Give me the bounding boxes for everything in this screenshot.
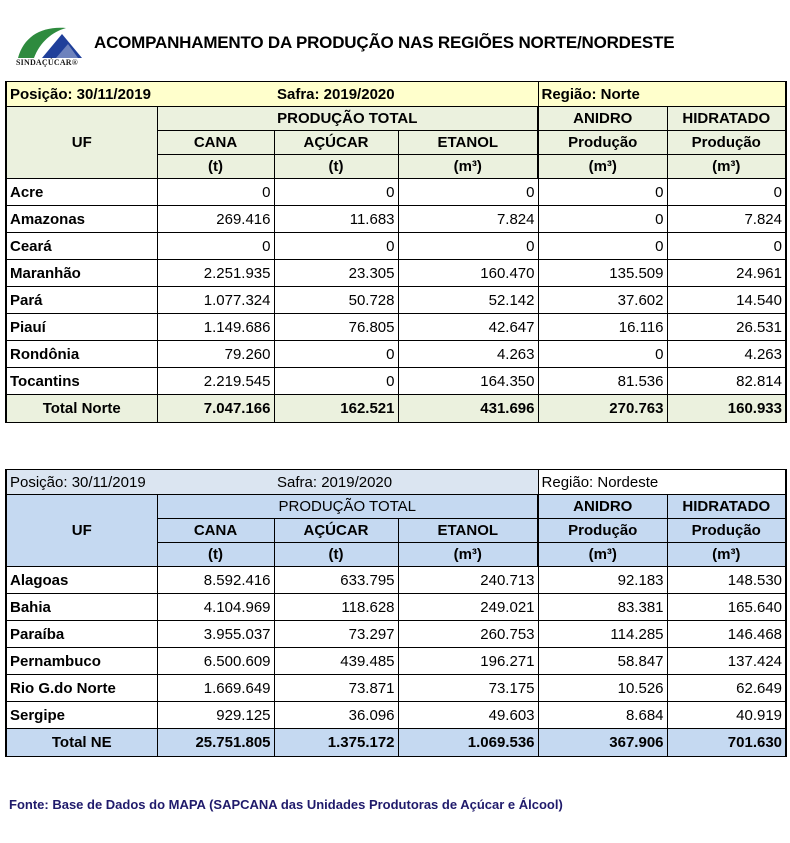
cell-acucar: 0 xyxy=(274,233,398,260)
etanol-unit: (m³) xyxy=(398,155,538,179)
cell-acucar: 0 xyxy=(274,341,398,368)
cell-cana: 4.104.969 xyxy=(157,594,274,621)
uf-header: UF xyxy=(6,107,157,179)
cell-anidro: 37.602 xyxy=(538,287,667,314)
table-row xyxy=(6,567,786,594)
anidro-header: ANIDRO xyxy=(538,107,667,131)
anidro-producao-header: Produção xyxy=(538,131,667,155)
cell-anidro: 10.526 xyxy=(538,675,667,702)
cell-etanol: 249.021 xyxy=(398,594,538,621)
cell-etanol: 0 xyxy=(398,179,538,206)
nordeste-table xyxy=(5,469,787,757)
table-row xyxy=(6,206,786,233)
cell-cana: 2.251.935 xyxy=(157,260,274,287)
hidratado-unit: (m³) xyxy=(667,155,786,179)
acucar-header: AÇÚCAR xyxy=(274,519,398,543)
region-label: Região: Norte xyxy=(538,82,786,107)
cell-acucar: 76.805 xyxy=(274,314,398,341)
etanol-header: ETANOL xyxy=(398,131,538,155)
cell-uf: Acre xyxy=(6,179,157,206)
cell-hidratado: 24.961 xyxy=(667,260,786,287)
cell-anidro: 16.116 xyxy=(538,314,667,341)
cell-uf: Pernambuco xyxy=(6,648,157,675)
cell-hidratado: 148.530 xyxy=(667,567,786,594)
cell-hidratado: 62.649 xyxy=(667,675,786,702)
uf-header: UF xyxy=(6,495,157,567)
cell-cana: 1.149.686 xyxy=(157,314,274,341)
table-row xyxy=(6,314,786,341)
cell-hidratado: 146.468 xyxy=(667,621,786,648)
total-etanol: 1.069.536 xyxy=(398,729,538,757)
anidro-unit: (m³) xyxy=(538,543,667,567)
total-hidratado: 160.933 xyxy=(667,395,786,423)
cell-cana: 6.500.609 xyxy=(157,648,274,675)
cell-anidro: 0 xyxy=(538,341,667,368)
total-row xyxy=(6,395,786,423)
cell-etanol: 164.350 xyxy=(398,368,538,395)
total-etanol: 431.696 xyxy=(398,395,538,423)
cell-uf: Paraíba xyxy=(6,621,157,648)
cell-anidro: 135.509 xyxy=(538,260,667,287)
page-title: ACOMPANHAMENTO DA PRODUÇÃO NAS REGIÕES NORTE/NORDESTE xyxy=(94,33,675,52)
cell-hidratado: 14.540 xyxy=(667,287,786,314)
cell-hidratado: 165.640 xyxy=(667,594,786,621)
cell-etanol: 260.753 xyxy=(398,621,538,648)
cell-cana: 0 xyxy=(157,233,274,260)
cell-cana: 79.260 xyxy=(157,341,274,368)
table-row xyxy=(6,341,786,368)
table-row xyxy=(6,368,786,395)
cell-hidratado: 137.424 xyxy=(667,648,786,675)
cell-hidratado: 0 xyxy=(667,179,786,206)
total-cana: 25.751.805 xyxy=(157,729,274,757)
cell-cana: 929.125 xyxy=(157,702,274,729)
cell-uf: Tocantins xyxy=(6,368,157,395)
cell-uf: Maranhão xyxy=(6,260,157,287)
cell-acucar: 73.297 xyxy=(274,621,398,648)
table-row xyxy=(6,260,786,287)
cell-hidratado: 7.824 xyxy=(667,206,786,233)
logo-text: SINDAÇÚCAR® xyxy=(16,58,78,67)
cell-anidro: 8.684 xyxy=(538,702,667,729)
norte-table xyxy=(5,81,787,423)
table-row xyxy=(6,179,786,206)
etanol-header: ETANOL xyxy=(398,519,538,543)
cana-header: CANA xyxy=(157,131,274,155)
table-row xyxy=(6,621,786,648)
table-row xyxy=(6,675,786,702)
cell-anidro: 0 xyxy=(538,206,667,233)
position-label: Posição: 30/11/2019 xyxy=(6,82,274,107)
cell-acucar: 118.628 xyxy=(274,594,398,621)
total-row xyxy=(6,729,786,757)
cell-acucar: 439.485 xyxy=(274,648,398,675)
cell-etanol: 7.824 xyxy=(398,206,538,233)
etanol-unit: (m³) xyxy=(398,543,538,567)
cell-etanol: 240.713 xyxy=(398,567,538,594)
anidro-producao-header: Produção xyxy=(538,519,667,543)
header-row xyxy=(6,495,786,519)
norte-position-row xyxy=(6,82,786,107)
cell-hidratado: 40.919 xyxy=(667,702,786,729)
cell-etanol: 42.647 xyxy=(398,314,538,341)
total-cana: 7.047.166 xyxy=(157,395,274,423)
cell-uf: Pará xyxy=(6,287,157,314)
cell-acucar: 36.096 xyxy=(274,702,398,729)
cell-uf: Rio G.do Norte xyxy=(6,675,157,702)
source-note: Fonte: Base de Dados do MAPA (SAPCANA das Unidades Produtoras de Açúcar e Álcool) xyxy=(9,797,563,812)
safra-label: Safra: 2019/2020 xyxy=(274,82,538,107)
producao-total-header: PRODUÇÃO TOTAL xyxy=(157,107,538,131)
cell-etanol: 0 xyxy=(398,233,538,260)
cell-acucar: 23.305 xyxy=(274,260,398,287)
cell-etanol: 49.603 xyxy=(398,702,538,729)
total-label: Total NE xyxy=(6,729,157,757)
cell-acucar: 73.871 xyxy=(274,675,398,702)
cell-anidro: 0 xyxy=(538,179,667,206)
region-label: Região: Nordeste xyxy=(538,470,786,495)
table-row xyxy=(6,594,786,621)
cell-cana: 269.416 xyxy=(157,206,274,233)
table-row xyxy=(6,648,786,675)
position-label: Posição: 30/11/2019 xyxy=(6,470,274,495)
cana-unit: (t) xyxy=(157,155,274,179)
cana-header: CANA xyxy=(157,519,274,543)
cell-uf: Bahia xyxy=(6,594,157,621)
total-anidro: 270.763 xyxy=(538,395,667,423)
cell-anidro: 58.847 xyxy=(538,648,667,675)
cell-hidratado: 4.263 xyxy=(667,341,786,368)
cell-uf: Rondônia xyxy=(6,341,157,368)
cell-uf: Piauí xyxy=(6,314,157,341)
cell-hidratado: 26.531 xyxy=(667,314,786,341)
cell-anidro: 83.381 xyxy=(538,594,667,621)
cell-cana: 1.669.649 xyxy=(157,675,274,702)
cell-hidratado: 0 xyxy=(667,233,786,260)
cell-uf: Sergipe xyxy=(6,702,157,729)
cell-cana: 0 xyxy=(157,179,274,206)
cell-etanol: 4.263 xyxy=(398,341,538,368)
cell-cana: 2.219.545 xyxy=(157,368,274,395)
cell-hidratado: 82.814 xyxy=(667,368,786,395)
cell-uf: Alagoas xyxy=(6,567,157,594)
total-hidratado: 701.630 xyxy=(667,729,786,757)
cell-uf: Ceará xyxy=(6,233,157,260)
cana-unit: (t) xyxy=(157,543,274,567)
cell-acucar: 0 xyxy=(274,179,398,206)
total-acucar: 162.521 xyxy=(274,395,398,423)
table-row xyxy=(6,287,786,314)
cell-acucar: 0 xyxy=(274,368,398,395)
table-row xyxy=(6,233,786,260)
cell-acucar: 633.795 xyxy=(274,567,398,594)
hidratado-header: HIDRATADO xyxy=(667,495,786,519)
table-row xyxy=(6,702,786,729)
total-acucar: 1.375.172 xyxy=(274,729,398,757)
cell-anidro: 114.285 xyxy=(538,621,667,648)
nordeste-position-row xyxy=(6,470,786,495)
total-label: Total Norte xyxy=(6,395,157,423)
cell-anidro: 92.183 xyxy=(538,567,667,594)
producao-total-header: PRODUÇÃO TOTAL xyxy=(157,495,538,519)
cell-etanol: 52.142 xyxy=(398,287,538,314)
safra-label: Safra: 2019/2020 xyxy=(274,470,538,495)
anidro-header: ANIDRO xyxy=(538,495,667,519)
cell-etanol: 160.470 xyxy=(398,260,538,287)
cell-etanol: 73.175 xyxy=(398,675,538,702)
acucar-unit: (t) xyxy=(274,543,398,567)
cell-etanol: 196.271 xyxy=(398,648,538,675)
hidratado-unit: (m³) xyxy=(667,543,786,567)
hidratado-producao-header: Produção xyxy=(667,519,786,543)
total-anidro: 367.906 xyxy=(538,729,667,757)
cell-cana: 3.955.037 xyxy=(157,621,274,648)
acucar-header: AÇÚCAR xyxy=(274,131,398,155)
cell-uf: Amazonas xyxy=(6,206,157,233)
hidratado-header: HIDRATADO xyxy=(667,107,786,131)
header-row xyxy=(6,107,786,131)
acucar-unit: (t) xyxy=(274,155,398,179)
cell-anidro: 0 xyxy=(538,233,667,260)
hidratado-producao-header: Produção xyxy=(667,131,786,155)
cell-acucar: 11.683 xyxy=(274,206,398,233)
cell-anidro: 81.536 xyxy=(538,368,667,395)
anidro-unit: (m³) xyxy=(538,155,667,179)
cell-cana: 8.592.416 xyxy=(157,567,274,594)
cell-acucar: 50.728 xyxy=(274,287,398,314)
cell-cana: 1.077.324 xyxy=(157,287,274,314)
